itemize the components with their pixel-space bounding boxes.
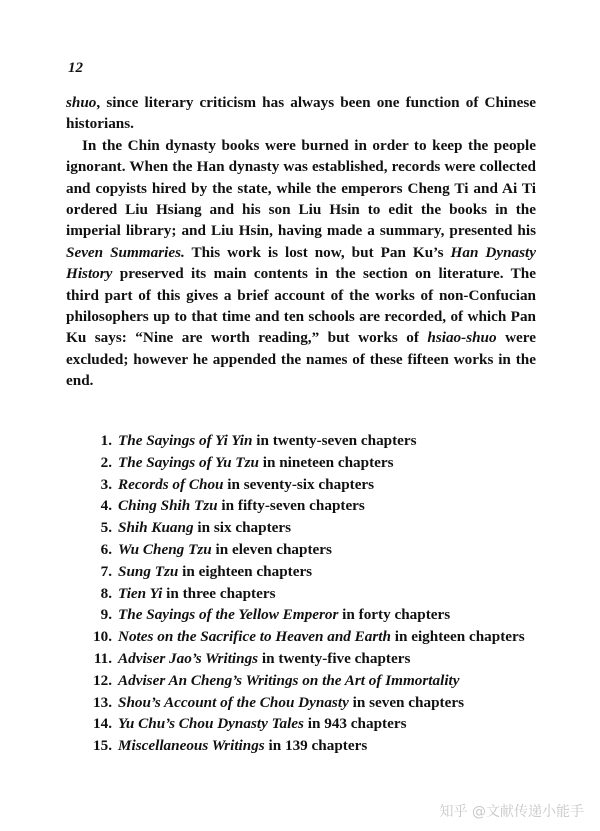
list-item [84,670,544,692]
work-chapters: in eighteen chapters [390,628,525,646]
work-title: Ching Shih Tzu [118,497,218,515]
paragraph-text: This work is lost now, but Pan Ku’s [184,243,451,261]
work-chapters: in fifty-seven chapters [217,497,365,515]
list-number: 5. [100,519,112,537]
works-list [84,430,544,757]
list-item [84,452,544,474]
paragraph-text: In the Chin dynasty books were burned in order to keep the people ignorant. When the Han dynasty was established, records were collected and copyists hired by the state, while the emperors Cheng Ti and Ai Ti ordered Liu Hsiang and his son Liu Hsin to edit the books in the imperial library; and Liu Hsin, having made a summary, presented his [66,136,536,240]
work-chapters: in eleven chapters [211,540,332,558]
work-title: The Sayings of the Yellow Emperor [118,606,339,624]
work-chapters: in twenty-seven chapters [252,432,417,449]
work-title: Yu Chu’s Chou Dynasty Tales [118,715,304,733]
list-number: 9. [100,606,112,624]
work-chapters: in six chapters [193,519,292,537]
list-number: 13. [93,693,112,711]
list-item [84,430,544,452]
watermark: 知乎 @文献传递小能手 [439,804,584,820]
work-title: Shih Kuang [118,519,194,537]
italic-title: Seven Summaries. [66,243,185,261]
italic-term: hsiao-shuo [427,329,497,347]
list-item [84,604,544,626]
list-item [84,735,544,757]
paragraph-text: were excluded; however he appended the names of these fifteen works in the end. [66,329,537,390]
list-item [84,626,544,648]
list-number: 4. [100,497,112,515]
work-title: Sung Tzu [118,562,179,580]
page-number: 12 [68,60,83,76]
list-number: 7. [100,562,112,580]
work-title: Notes on the Sacrifice to Heaven and Earth [118,628,391,646]
work-chapters: in forty chapters [338,606,451,624]
list-item [84,474,544,496]
list-item [84,648,544,670]
list-number: 11. [93,649,112,667]
paragraph-text: preserved its main contents in the section on literature. The third part of this gives a brief account of the works of non-Confucian philosophers up to that time and ten schools are recorded, of which Pan Ku says: “Nine are worth reading,” but works of [66,265,536,347]
list-item [84,517,544,539]
work-chapters: in 943 chapters [303,715,407,733]
list-number: 6. [100,540,112,558]
italic-term: shuo [66,94,97,111]
list-item [84,561,544,583]
list-number: 8. [100,584,112,602]
list-item [84,692,544,714]
work-title: Adviser An Cheng’s Writings on the Art of Immortality [118,671,460,689]
list-item [84,539,544,561]
list-number: 12. [93,671,112,689]
work-title: Records of Chou [118,475,224,493]
list-item [84,495,544,517]
work-title: Shou’s Account of the Chou Dynasty [118,693,349,711]
work-title: The Sayings of Yu Tzu [118,453,259,471]
list-item [84,713,544,735]
work-title: Wu Cheng Tzu [118,540,212,558]
list-number: 14. [93,715,112,733]
work-chapters: in nineteen chapters [258,453,394,471]
list-item [84,583,544,605]
work-title: Miscellaneous Writings [118,737,265,755]
work-title: Tien Yi [118,584,163,602]
italic-title: Han Dynasty History [66,243,536,283]
work-chapters: in 139 chapters [264,737,368,755]
list-number: 3. [100,475,112,493]
work-chapters: in twenty-five chapters [258,649,411,667]
list-number: 2. [100,453,112,471]
work-chapters: in eighteen chapters [178,562,313,580]
list-number: 10. [93,628,112,646]
work-chapters: in seventy-six chapters [223,475,375,493]
list-number: 15. [93,737,112,755]
paragraph-2 [66,135,536,392]
work-chapters: in three chapters [162,584,276,602]
paragraph-text: , since literary criticism has always been one function of Chinese historians. [66,94,536,133]
list-number: 1. [100,432,112,449]
work-chapters: in seven chapters [348,693,464,711]
body-text [66,92,536,392]
work-title: The Sayings of Yi Yin [118,432,253,449]
work-title: Adviser Jao’s Writings [118,649,259,667]
paragraph-1 [66,92,536,135]
